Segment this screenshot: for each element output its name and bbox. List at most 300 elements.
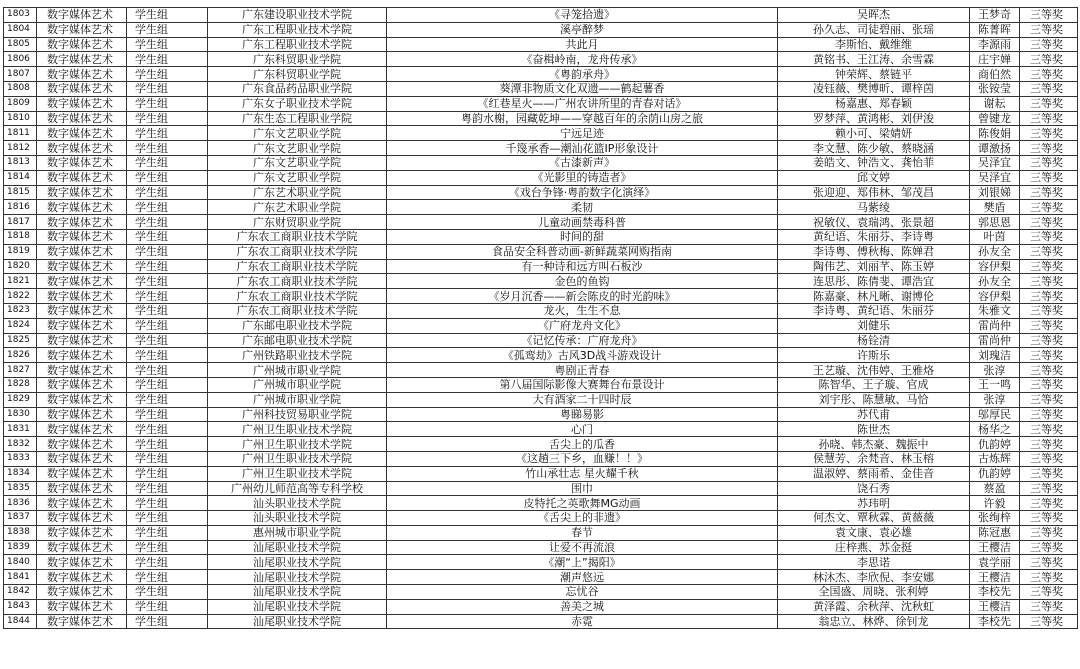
cell-authors: 翁忠立、林烨、徐钊龙 [778,614,970,629]
cell-award-level: 三等奖 [1020,392,1078,407]
table-row [4,141,1078,156]
cell-serial-number: 1836 [4,496,37,511]
cell-advisor: 张绚梓 [970,511,1020,526]
cell-work-title: 《戏台争锋·粤韵数字化演绎》 [387,185,778,200]
cell-school: 广东建设职业技术学院 [208,8,387,23]
cell-group: 学生组 [127,437,208,452]
table-row [4,8,1078,23]
cell-authors: 黄铭书、王江涛、余雪霖 [778,52,970,67]
cell-advisor: 雷尚仲 [970,318,1020,333]
cell-school: 广州卫生职业技术学院 [208,466,387,481]
table-row [4,111,1078,126]
cell-group: 学生组 [127,170,208,185]
cell-authors: 孙久志、司徒碧丽、张瑶 [778,22,970,37]
cell-advisor: 谢耘 [970,96,1020,111]
cell-serial-number: 1809 [4,96,37,111]
table-row [4,81,1078,96]
cell-school: 汕尾职业技术学院 [208,585,387,600]
table-row [4,437,1078,452]
cell-work-title: 让爱不再流浪 [387,540,778,555]
cell-category: 数字媒体艺术 [37,22,127,37]
cell-category: 数字媒体艺术 [37,525,127,540]
cell-award-level: 三等奖 [1020,8,1078,23]
cell-award-level: 三等奖 [1020,22,1078,37]
cell-group: 学生组 [127,200,208,215]
cell-advisor: 容伊梨 [970,289,1020,304]
cell-authors: 陈智华、王子璇、官成 [778,377,970,392]
cell-authors: 连思彤、陈倩斐、谭浩宜 [778,274,970,289]
cell-category: 数字媒体艺术 [37,392,127,407]
cell-group: 学生组 [127,185,208,200]
cell-group: 学生组 [127,511,208,526]
cell-group: 学生组 [127,540,208,555]
cell-serial-number: 1838 [4,525,37,540]
cell-authors: 张迎迎、郑伟林、邹茂昌 [778,185,970,200]
cell-award-level: 三等奖 [1020,451,1078,466]
cell-category: 数字媒体艺术 [37,170,127,185]
cell-group: 学生组 [127,8,208,23]
cell-work-title: 围巾 [387,481,778,496]
cell-group: 学生组 [127,244,208,259]
cell-work-title: 有一种诗和远方叫石板沙 [387,259,778,274]
cell-authors: 袁文康、袁必雄 [778,525,970,540]
cell-category: 数字媒体艺术 [37,407,127,422]
cell-serial-number: 1839 [4,540,37,555]
cell-award-level: 三等奖 [1020,126,1078,141]
table-row [4,363,1078,378]
cell-school: 广州卫生职业技术学院 [208,437,387,452]
cell-work-title: 宁远足迹 [387,126,778,141]
cell-category: 数字媒体艺术 [37,614,127,629]
cell-advisor: 吴泽宜 [970,170,1020,185]
cell-advisor: 李源雨 [970,37,1020,52]
cell-group: 学生组 [127,111,208,126]
cell-authors: 陶伟艺、刘丽芊、陈玉婷 [778,259,970,274]
table-row [4,585,1078,600]
cell-serial-number: 1840 [4,555,37,570]
cell-school: 惠州城市职业学院 [208,525,387,540]
cell-serial-number: 1832 [4,437,37,452]
table-row [4,392,1078,407]
cell-award-level: 三等奖 [1020,466,1078,481]
table-row [4,37,1078,52]
table-row [4,215,1078,230]
cell-category: 数字媒体艺术 [37,363,127,378]
table-row [4,466,1078,481]
cell-authors: 赖小可、梁婧妍 [778,126,970,141]
cell-advisor: 容伊梨 [970,259,1020,274]
cell-serial-number: 1842 [4,585,37,600]
cell-work-title: 柔韧 [387,200,778,215]
cell-advisor: 樊盾 [970,200,1020,215]
cell-category: 数字媒体艺术 [37,377,127,392]
cell-category: 数字媒体艺术 [37,81,127,96]
cell-group: 学生组 [127,525,208,540]
cell-group: 学生组 [127,141,208,156]
cell-authors: 庄梓燕、苏金挺 [778,540,970,555]
cell-work-title: 舌尖上的瓜香 [387,437,778,452]
cell-serial-number: 1837 [4,511,37,526]
cell-authors: 王艺璇、沈伟婷、王雅烙 [778,363,970,378]
cell-award-level: 三等奖 [1020,614,1078,629]
table-row [4,229,1078,244]
cell-work-title: 心门 [387,422,778,437]
cell-category: 数字媒体艺术 [37,200,127,215]
cell-school: 汕尾职业技术学院 [208,555,387,570]
cell-work-title: 《潮“上”揭阳》 [387,555,778,570]
cell-work-title: 儿童动画禁毒科普 [387,215,778,230]
cell-group: 学生组 [127,37,208,52]
cell-work-title: 竹山承壮志 星火耀千秋 [387,466,778,481]
table-row [4,185,1078,200]
cell-school: 广东艺术职业学院 [208,200,387,215]
cell-serial-number: 1833 [4,451,37,466]
cell-serial-number: 1831 [4,422,37,437]
cell-authors: 邱文婷 [778,170,970,185]
cell-school: 广东农工商职业技术学院 [208,274,387,289]
cell-serial-number: 1843 [4,599,37,614]
cell-work-title: 赤霓 [387,614,778,629]
cell-work-title: 《寻笼拾遗》 [387,8,778,23]
table-row [4,614,1078,629]
cell-school: 广东文艺职业学院 [208,170,387,185]
cell-category: 数字媒体艺术 [37,37,127,52]
cell-authors: 刘宇彤、陈慧敏、马恰 [778,392,970,407]
cell-work-title: 春节 [387,525,778,540]
cell-award-level: 三等奖 [1020,570,1078,585]
cell-school: 广东科贸职业学院 [208,67,387,82]
cell-award-level: 三等奖 [1020,229,1078,244]
cell-school: 广东文艺职业学院 [208,126,387,141]
cell-serial-number: 1827 [4,363,37,378]
cell-advisor: 谭激扬 [970,141,1020,156]
cell-serial-number: 1807 [4,67,37,82]
cell-work-title: 食品安全科普动画-新鲜蔬菜网购指南 [387,244,778,259]
cell-category: 数字媒体艺术 [37,96,127,111]
cell-category: 数字媒体艺术 [37,451,127,466]
cell-school: 汕尾职业技术学院 [208,614,387,629]
cell-advisor: 曾键龙 [970,111,1020,126]
cell-award-level: 三等奖 [1020,81,1078,96]
cell-school: 广东女子职业技术学院 [208,96,387,111]
cell-category: 数字媒体艺术 [37,259,127,274]
cell-group: 学生组 [127,215,208,230]
table-row [4,422,1078,437]
cell-category: 数字媒体艺术 [37,481,127,496]
cell-group: 学生组 [127,496,208,511]
cell-serial-number: 1844 [4,614,37,629]
table-row [4,274,1078,289]
cell-category: 数字媒体艺术 [37,244,127,259]
cell-group: 学生组 [127,451,208,466]
table-row [4,555,1078,570]
cell-school: 广东文艺职业学院 [208,155,387,170]
cell-advisor: 仇韵婷 [970,466,1020,481]
cell-serial-number: 1808 [4,81,37,96]
cell-work-title: 龙火，生生不息 [387,303,778,318]
cell-group: 学生组 [127,333,208,348]
cell-group: 学生组 [127,392,208,407]
cell-advisor: 仇韵婷 [970,437,1020,452]
cell-serial-number: 1805 [4,37,37,52]
cell-award-level: 三等奖 [1020,274,1078,289]
cell-authors: 陈嘉豪、林凡晰、谢博伦 [778,289,970,304]
cell-serial-number: 1841 [4,570,37,585]
table-row [4,155,1078,170]
cell-school: 广东食品药品职业学院 [208,81,387,96]
cell-category: 数字媒体艺术 [37,540,127,555]
cell-serial-number: 1819 [4,244,37,259]
cell-award-level: 三等奖 [1020,318,1078,333]
cell-category: 数字媒体艺术 [37,126,127,141]
cell-serial-number: 1803 [4,8,37,23]
cell-group: 学生组 [127,599,208,614]
cell-group: 学生组 [127,585,208,600]
cell-work-title: 大有酒家二十四时辰 [387,392,778,407]
cell-school: 汕头职业技术学院 [208,511,387,526]
cell-advisor: 邬厚民 [970,407,1020,422]
cell-work-title: 《古漆新声》 [387,155,778,170]
table-row [4,52,1078,67]
cell-authors: 黄纪语、朱丽芬、李诗粤 [778,229,970,244]
cell-serial-number: 1815 [4,185,37,200]
cell-award-level: 三等奖 [1020,585,1078,600]
cell-school: 广东邮电职业技术学院 [208,333,387,348]
cell-award-level: 三等奖 [1020,141,1078,156]
cell-serial-number: 1804 [4,22,37,37]
cell-group: 学生组 [127,229,208,244]
table-row [4,481,1078,496]
cell-serial-number: 1823 [4,303,37,318]
cell-work-title: 《奋楫岭南，龙舟传承》 [387,52,778,67]
cell-school: 广州城市职业学院 [208,363,387,378]
cell-authors: 姜皓文、钟浩文、龚怡菲 [778,155,970,170]
cell-school: 广州城市职业学院 [208,377,387,392]
table-row [4,22,1078,37]
cell-advisor: 陈俊娟 [970,126,1020,141]
cell-serial-number: 1825 [4,333,37,348]
cell-work-title: 第八届国际影像大赛舞台布景设计 [387,377,778,392]
cell-award-level: 三等奖 [1020,52,1078,67]
cell-work-title: 《这趟三下乡，血赚！！》 [387,451,778,466]
cell-work-title: 《舌尖上的非遗》 [387,511,778,526]
cell-school: 广州幼儿师范高等专科学校 [208,481,387,496]
cell-advisor: 雷尚仲 [970,333,1020,348]
cell-work-title: 《记忆传承：广府龙舟》 [387,333,778,348]
table-row [4,200,1078,215]
cell-advisor: 陈冠惠 [970,525,1020,540]
cell-advisor: 许毅 [970,496,1020,511]
cell-advisor: 商伯然 [970,67,1020,82]
cell-work-title: 粤剧正青春 [387,363,778,378]
cell-category: 数字媒体艺术 [37,318,127,333]
cell-category: 数字媒体艺术 [37,215,127,230]
cell-category: 数字媒体艺术 [37,229,127,244]
cell-advisor: 王樱洁 [970,599,1020,614]
cell-award-level: 三等奖 [1020,170,1078,185]
cell-group: 学生组 [127,274,208,289]
cell-work-title: 潮声悠远 [387,570,778,585]
cell-school: 广东农工商职业技术学院 [208,303,387,318]
cell-group: 学生组 [127,259,208,274]
cell-school: 广东艺术职业学院 [208,185,387,200]
cell-category: 数字媒体艺术 [37,422,127,437]
cell-category: 数字媒体艺术 [37,67,127,82]
cell-serial-number: 1821 [4,274,37,289]
cell-category: 数字媒体艺术 [37,511,127,526]
cell-advisor: 郭思恩 [970,215,1020,230]
cell-work-title: 溪亭醉梦 [387,22,778,37]
cell-award-level: 三等奖 [1020,525,1078,540]
cell-work-title: 《孤鸾劫》古风3D战斗游戏设计 [387,348,778,363]
cell-category: 数字媒体艺术 [37,466,127,481]
cell-authors: 杨铨清 [778,333,970,348]
cell-group: 学生组 [127,81,208,96]
cell-authors: 马紫绫 [778,200,970,215]
cell-school: 广州卫生职业技术学院 [208,422,387,437]
cell-authors: 陈世杰 [778,422,970,437]
cell-award-level: 三等奖 [1020,333,1078,348]
cell-work-title: 善美之城 [387,599,778,614]
cell-group: 学生组 [127,614,208,629]
cell-serial-number: 1820 [4,259,37,274]
cell-serial-number: 1830 [4,407,37,422]
award-table-body [4,8,1078,629]
cell-category: 数字媒体艺术 [37,496,127,511]
cell-authors: 李诗粤、黄纪语、朱丽芬 [778,303,970,318]
cell-award-level: 三等奖 [1020,555,1078,570]
cell-serial-number: 1828 [4,377,37,392]
cell-category: 数字媒体艺术 [37,185,127,200]
cell-work-title: 《光影里的铸造者》 [387,170,778,185]
cell-advisor: 王梦奇 [970,8,1020,23]
cell-work-title: 皮特托之英歌舞MG动画 [387,496,778,511]
cell-category: 数字媒体艺术 [37,111,127,126]
cell-work-title: 忘忧谷 [387,585,778,600]
cell-authors: 温淑婷、蔡雨希、金佳音 [778,466,970,481]
table-row [4,377,1078,392]
cell-school: 广州卫生职业技术学院 [208,451,387,466]
cell-award-level: 三等奖 [1020,422,1078,437]
cell-serial-number: 1811 [4,126,37,141]
cell-advisor: 李校先 [970,614,1020,629]
cell-group: 学生组 [127,303,208,318]
cell-award-level: 三等奖 [1020,540,1078,555]
cell-award-level: 三等奖 [1020,96,1078,111]
table-row [4,570,1078,585]
table-row [4,599,1078,614]
cell-serial-number: 1818 [4,229,37,244]
cell-school: 汕尾职业技术学院 [208,540,387,555]
table-row [4,244,1078,259]
cell-work-title: 共此月 [387,37,778,52]
cell-authors: 罗梦萍、黄鸿彬、刘伊浚 [778,111,970,126]
cell-category: 数字媒体艺术 [37,333,127,348]
cell-group: 学生组 [127,570,208,585]
cell-award-level: 三等奖 [1020,259,1078,274]
cell-authors: 饶石秀 [778,481,970,496]
table-row [4,318,1078,333]
cell-advisor: 叶茵 [970,229,1020,244]
cell-work-title: 时间的甜 [387,229,778,244]
cell-school: 广州城市职业学院 [208,392,387,407]
cell-school: 汕头职业技术学院 [208,496,387,511]
cell-work-title: 《岁月沉香——新会陈皮的时光韵味》 [387,289,778,304]
cell-category: 数字媒体艺术 [37,348,127,363]
cell-category: 数字媒体艺术 [37,274,127,289]
cell-school: 广东工程职业技术学院 [208,22,387,37]
cell-advisor: 张铵莹 [970,81,1020,96]
cell-advisor: 刘银娣 [970,185,1020,200]
cell-category: 数字媒体艺术 [37,585,127,600]
cell-serial-number: 1824 [4,318,37,333]
cell-group: 学生组 [127,289,208,304]
cell-authors: 全国盛、周晓、张利婷 [778,585,970,600]
table-row [4,333,1078,348]
table-row [4,511,1078,526]
cell-school: 汕尾职业技术学院 [208,570,387,585]
table-row [4,126,1078,141]
cell-authors: 林沐杰、李欣倪、李安娜 [778,570,970,585]
cell-school: 广东农工商职业技术学院 [208,244,387,259]
cell-authors: 刘健乐 [778,318,970,333]
cell-group: 学生组 [127,126,208,141]
cell-work-title: 《广府龙舟文化》 [387,318,778,333]
cell-school: 广州铁路职业技术学院 [208,348,387,363]
cell-advisor: 王樱洁 [970,540,1020,555]
cell-category: 数字媒体艺术 [37,437,127,452]
cell-award-level: 三等奖 [1020,185,1078,200]
cell-school: 广州科技贸易职业学院 [208,407,387,422]
cell-work-title: 《红巷星火——广州农讲所里的青春对话》 [387,96,778,111]
cell-advisor: 陈菁晖 [970,22,1020,37]
cell-school: 广东工程职业技术学院 [208,37,387,52]
cell-group: 学生组 [127,422,208,437]
cell-school: 广东生态工程职业学院 [208,111,387,126]
cell-authors: 黄泽霞、余秋萍、沈秋虹 [778,599,970,614]
table-row [4,96,1078,111]
cell-award-level: 三等奖 [1020,377,1078,392]
cell-category: 数字媒体艺术 [37,303,127,318]
table-row [4,348,1078,363]
cell-school: 广东文艺职业学院 [208,141,387,156]
cell-school: 广东农工商职业技术学院 [208,289,387,304]
cell-award-level: 三等奖 [1020,289,1078,304]
cell-authors: 李思诺 [778,555,970,570]
cell-category: 数字媒体艺术 [37,8,127,23]
table-row [4,289,1078,304]
cell-work-title: 金色的鱼钩 [387,274,778,289]
cell-school: 广东财贸职业学院 [208,215,387,230]
cell-advisor: 张淳 [970,363,1020,378]
cell-authors: 李诗粤、傅秋梅、陈婵君 [778,244,970,259]
cell-award-level: 三等奖 [1020,348,1078,363]
cell-category: 数字媒体艺术 [37,52,127,67]
cell-award-level: 三等奖 [1020,155,1078,170]
cell-authors: 孙晓、韩杰豪、魏振中 [778,437,970,452]
cell-school: 广东科贸职业学院 [208,52,387,67]
cell-serial-number: 1814 [4,170,37,185]
cell-advisor: 王一鸣 [970,377,1020,392]
cell-category: 数字媒体艺术 [37,599,127,614]
cell-authors: 吴晖杰 [778,8,970,23]
cell-group: 学生组 [127,363,208,378]
cell-award-level: 三等奖 [1020,599,1078,614]
cell-school: 汕尾职业技术学院 [208,599,387,614]
cell-advisor: 孙友全 [970,244,1020,259]
cell-work-title: 粤韵水榭，园藏乾坤——穿越百年的余荫山房之旅 [387,111,778,126]
table-row [4,540,1078,555]
